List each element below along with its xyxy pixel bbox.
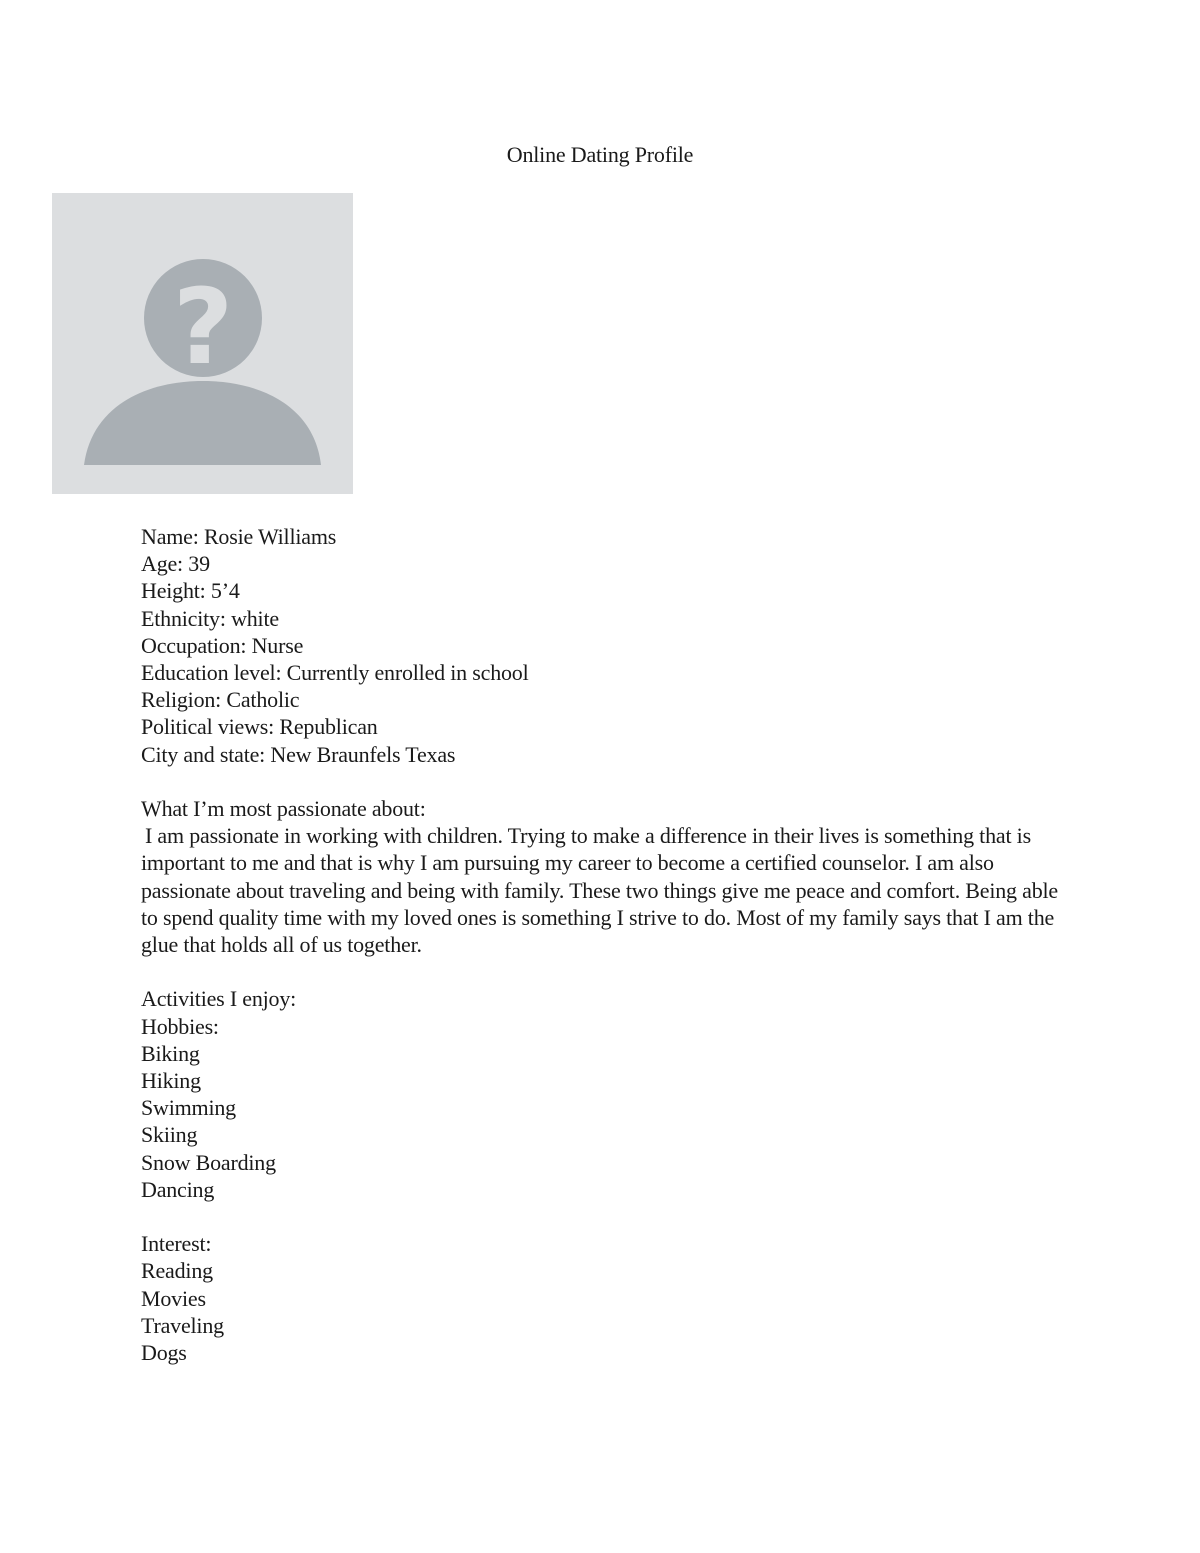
hobby-item: Dancing [141, 1176, 215, 1202]
education-line: Education level: Currently enrolled in school [141, 660, 529, 686]
occupation-line: Occupation: Nurse [141, 632, 304, 658]
height-line: Height: 5’4 [141, 578, 240, 604]
interest-heading: Interest: [141, 1231, 212, 1257]
unknown-person-placeholder-icon [52, 193, 353, 494]
question-mark-glyph: ? [172, 266, 234, 388]
interest-item: Dogs [141, 1340, 187, 1366]
activities-heading: Activities I enjoy: [141, 986, 297, 1012]
ethnicity-line: Ethnicity: white [141, 605, 279, 631]
interest-item: Reading [141, 1258, 213, 1284]
document-title: Online Dating Profile [506, 142, 694, 167]
passion-heading: What I’m most passionate about: [141, 796, 426, 822]
city-state-line: City and state: New Braunfels Texas [141, 741, 456, 767]
passion-paragraph: I am passionate in working with children. Trying to make a difference in their lives is something that is important to me and that is why I am pursuing my career to become a certified counselor. I am also passionate about traveling and being with family. These two things give me peace and comfort. Being able to spend quality time with my loved ones is something I strive to do. Most of my family says that I am the glue that holds all of us together. [141, 823, 1058, 958]
name-line: Name: Rosie Williams [141, 524, 337, 549]
hobby-item: Hiking [141, 1068, 201, 1094]
spacer [141, 1203, 1071, 1230]
hobby-item: Biking [141, 1040, 200, 1066]
religion-line: Religion: Catholic [141, 687, 300, 713]
shoulders-shape [84, 381, 321, 465]
profile-photo-placeholder [52, 193, 353, 494]
hobbies-heading: Hobbies: [141, 1013, 219, 1039]
interest-item: Traveling [141, 1312, 224, 1338]
spacer [141, 958, 1071, 985]
profile-content [141, 523, 1071, 1366]
hobby-item: Snow Boarding [141, 1149, 276, 1175]
age-line: Age: 39 [141, 551, 210, 577]
hobby-item: Swimming [141, 1095, 236, 1121]
interest-item: Movies [141, 1285, 206, 1311]
spacer [141, 768, 1071, 795]
hobby-item: Skiing [141, 1122, 198, 1148]
political-views-line: Political views: Republican [141, 714, 378, 740]
